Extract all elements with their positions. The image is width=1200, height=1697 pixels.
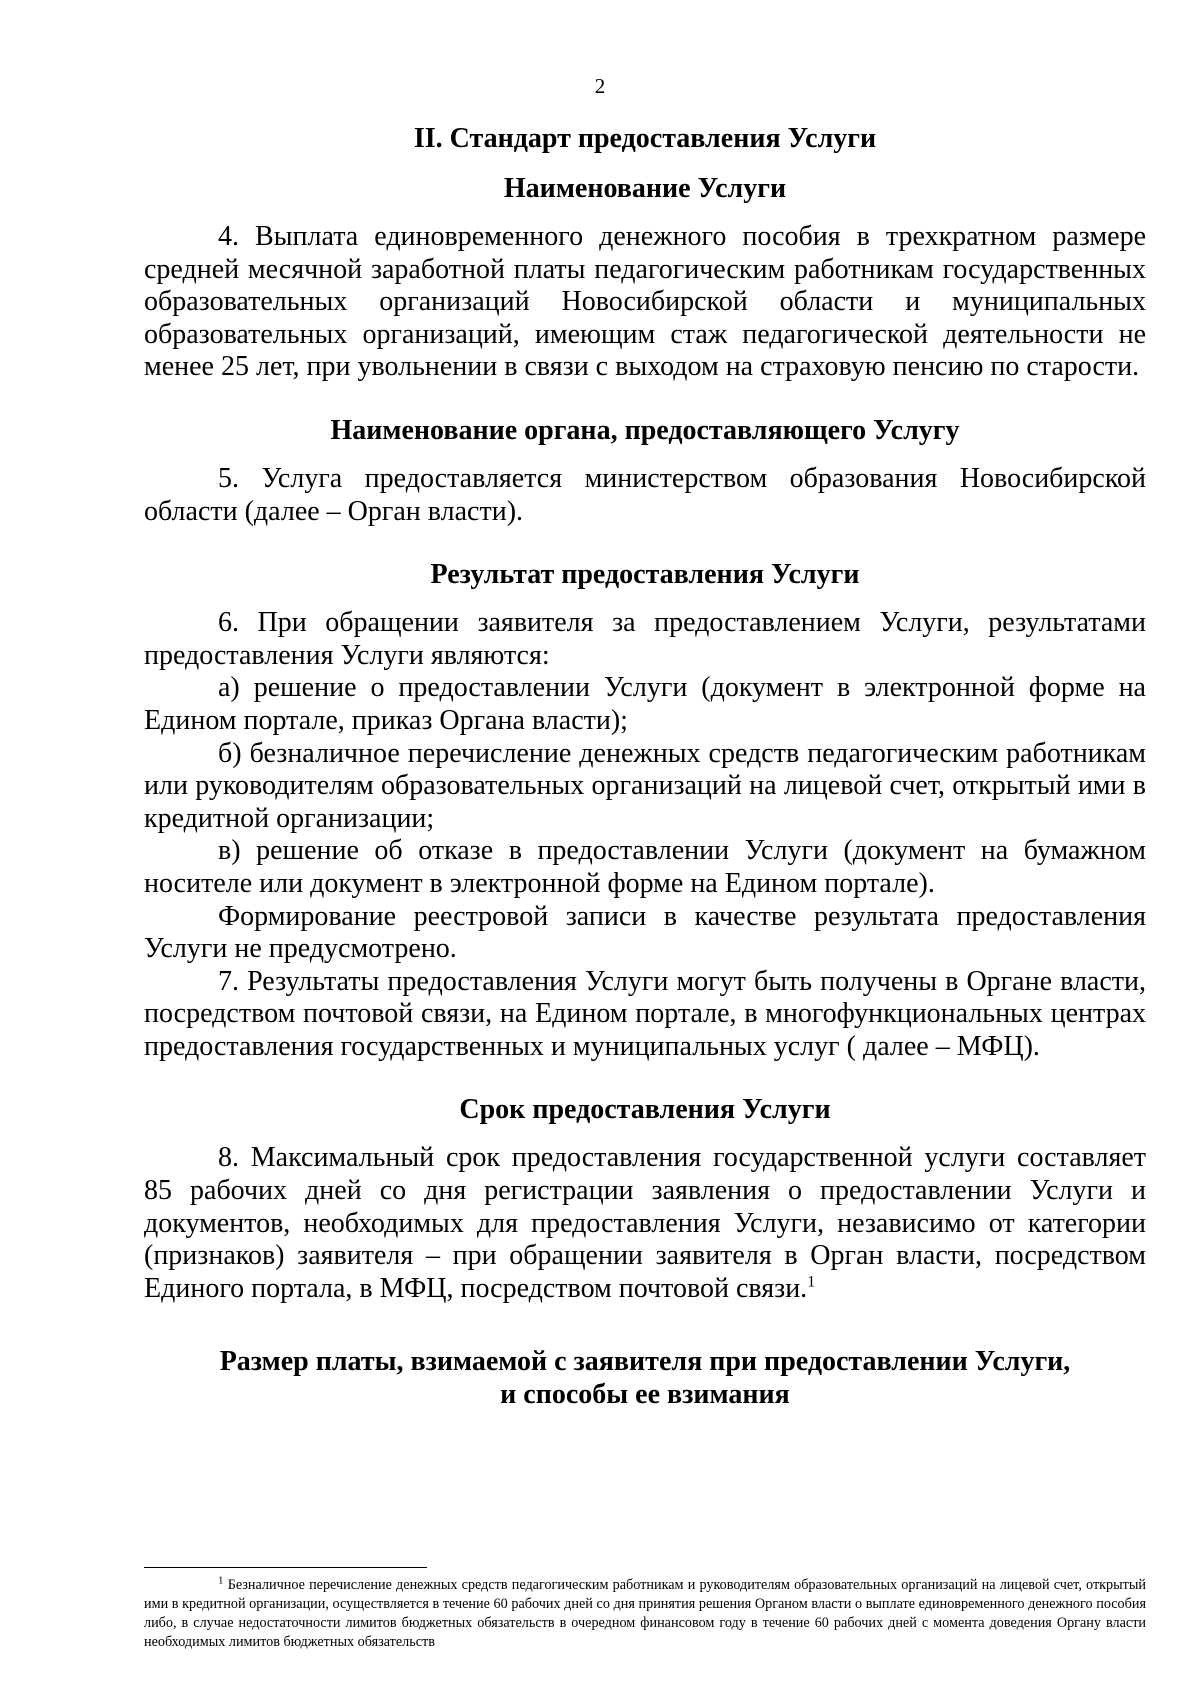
paragraph-registry: Формирование реестровой записи в качестве результата предоставления Услуги не предусмотрено. <box>144 900 1146 965</box>
fee-heading <box>144 1345 1146 1411</box>
footnote-text: Безналичное перечисление денежных средств педагогическим работникам и руководителям образовательных организаций на лицевой счет, открытый ими в кредитной организации, осуществляется в течение 60 рабочих дней со дня принятия решения Органом власти о выплате единовременного денежного пособия либо, в случае недостаточности лимитов бюджетных обязательств в очередном финансовом году в течение 60 рабочих дней с момента доведения Органу власти необходимых лимитов бюджетных обязательств <box>144 1577 1146 1650</box>
paragraph-7: 7. Результаты предоставления Услуги могут быть получены в Органе власти, посредством почтовой связи, на Едином портале, в многофункциональных центрах предоставления государственных и муниципальных услуг ( далее – МФЦ). <box>144 965 1146 1062</box>
footnote-reference[interactable]: 1 <box>807 1273 816 1291</box>
paragraph-5: 5. Услуга предоставляется министерством образования Новосибирской области (далее – Орган власти). <box>144 462 1146 527</box>
authority-heading: Наименование органа, предоставляющего Услугу <box>330 414 960 446</box>
paragraph-8-text: 8. Максимальный срок предоставления государственной услуги составляет 85 рабочих дней со дня регистрации заявления о предоставлении Услуги и документов, необходимых для предоставления Услуги, независимо от категории (признаков) заявителя – при обращении заявителя в Орган власти, посредством Единого портала, в МФЦ, посредством почтовой связи. <box>144 1142 1146 1304</box>
section-title: II. Стандарт предоставления Услуги <box>413 123 877 154</box>
paragraph-6b: б) безналичное перечисление денежных средств педагогическим работникам или руководителям образовательных организаций на лицевой счет, открытый ими в кредитной организации; <box>144 737 1146 834</box>
fee-heading-line-1: Размер платы, взимаемой с заявителя при предоставлении Услуги, <box>219 1346 1071 1378</box>
footnote-divider <box>144 1567 427 1568</box>
paragraph-6v: в) решение об отказе в предоставлении Услуги (документ на бумажном носителе или документ в электронной форме на Едином портале). <box>144 835 1146 899</box>
footnote <box>144 1576 1146 1652</box>
fee-heading-line-2: и способы ее взимания <box>500 1379 790 1411</box>
paragraph-8 <box>144 1142 1146 1305</box>
result-heading: Результат предоставления Услуги <box>430 559 860 591</box>
document-body <box>144 118 1146 1411</box>
service-name-heading: Наименование Услуги <box>503 173 787 204</box>
term-heading: Срок предоставления Услуги <box>459 1094 831 1126</box>
paragraph-6a: а) решение о предоставлении Услуги (документ в электронной форме на Едином портале, приказ Органа власти); <box>144 672 1146 736</box>
paragraph-4: 4. Выплата единовременного денежного пособия в трехкратном размере средней месячной заработной платы педагогическим работникам государственных образовательных организаций Новосибирской области и муниципальных образовательных организаций, имеющим стаж педагогической деятельности не менее 25 лет, при увольнении в связи с выходом на страховую пенсию по старости. <box>144 221 1146 383</box>
footnote-marker: 1 <box>218 1574 224 1587</box>
page-number: 2 <box>594 74 606 98</box>
paragraph-6: 6. При обращении заявителя за предоставлением Услуги, результатами предоставления Услуги являются: <box>144 607 1146 671</box>
